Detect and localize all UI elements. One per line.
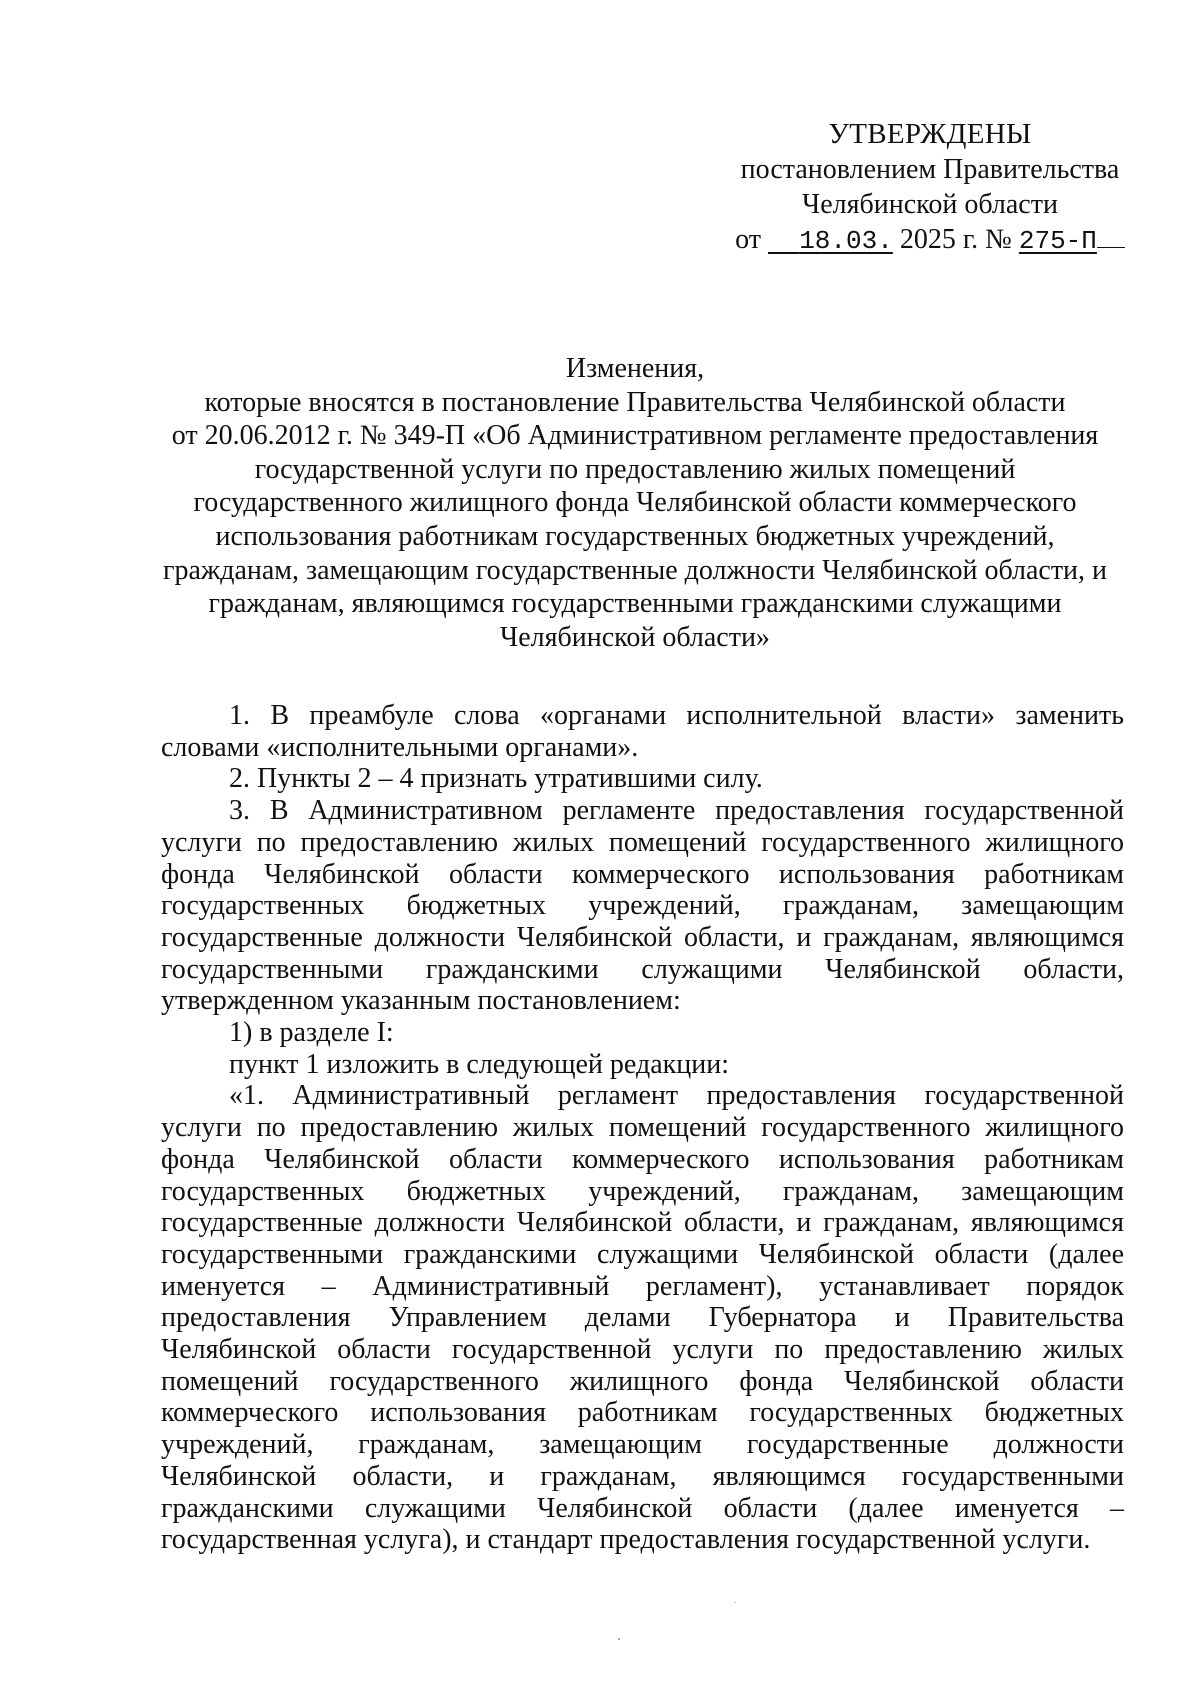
title-line: Челябинской области»	[500, 621, 770, 653]
paragraph-point-1-text: «1. Административный регламент предоставления государственной услуги по предоставлению жилых помещений государственного жилищного фонда Челябинской области коммерческого использования работникам государственных бюджетных учреждений, гражданам, замещающим государственные должности Челябинской области, и гражданам, являющимся государственными гражданскими служащими Челябинской области (далее именуется – Административный регламент), устанавливает порядок предоставления Управлением делами Губернатора и Правительства Челябинской области государственной услуги по предоставлению жилых помещений государственного жилищного фонда Челябинской области коммерческого использования работникам государственных бюджетных учреждений, гражданам, замещающим государственные должности Челябинской области, и гражданам, являющимся государственными гражданскими служащими Челябинской области (далее именуется – государственная услуга), и стандарт предоставления государственной услуги.	[161, 1080, 1124, 1556]
approval-title: УТВЕРЖДЕНЫ	[828, 118, 1032, 150]
paragraph-point-1-intro: пункт 1 изложить в следующей редакции:	[229, 1048, 729, 1080]
title-line: Изменения,	[565, 353, 705, 384]
number-underline	[1097, 247, 1125, 248]
title-line: использования работникам государственных бюджетных учреждений,	[215, 520, 1055, 552]
title-line: государственного жилищного фонда Челябинской области коммерческого	[193, 487, 1077, 519]
title-line: гражданам, замещающим государственные должности Челябинской области, и	[162, 554, 1108, 586]
approval-line-2: Челябинской области	[802, 189, 1058, 220]
scan-speck	[618, 1638, 620, 1640]
document-title	[150, 352, 1120, 654]
number-stamp: 275-П	[1018, 226, 1097, 256]
date-year: 2025 г. №	[899, 224, 1012, 255]
approval-block	[730, 117, 1130, 259]
title-line: гражданам, являющимся государственными гражданскими служащими	[208, 588, 1062, 620]
approval-date-line	[730, 222, 1130, 259]
date-prefix: от	[735, 224, 761, 255]
title-line: государственной услуги по предоставлению жилых помещений	[254, 453, 1016, 485]
approval-line-1: постановлением Правительства	[740, 154, 1120, 185]
title-line: которые вносятся в постановление Правительства Челябинской области	[204, 386, 1066, 418]
document-body	[161, 700, 1124, 1556]
paragraph-2: 2. Пункты 2 – 4 признать утратившими силу.	[229, 763, 763, 795]
date-stamp: 18.03.	[799, 226, 893, 256]
title-line: от 20.06.2012 г. № 349-П «Об Административном регламенте предоставления	[171, 420, 1099, 452]
paragraph-1: 1. В преамбуле слова «органами исполнительной власти» заменить словами «исполнительными органами».	[161, 700, 1124, 763]
paragraph-section-1: 1) в разделе I:	[229, 1017, 394, 1049]
scan-speck	[735, 1602, 736, 1603]
paragraph-3: 3. В Административном регламенте предоставления государственной услуги по предоставлению жилых помещений государственного жилищного фонда Челябинской области коммерческого использования работникам государственных бюджетных учреждений, гражданам, замещающим государственные должности Челябинской области, и гражданам, являющимся государственными гражданскими служащими Челябинской области, утвержденном указанным постановлением:	[161, 795, 1124, 1017]
